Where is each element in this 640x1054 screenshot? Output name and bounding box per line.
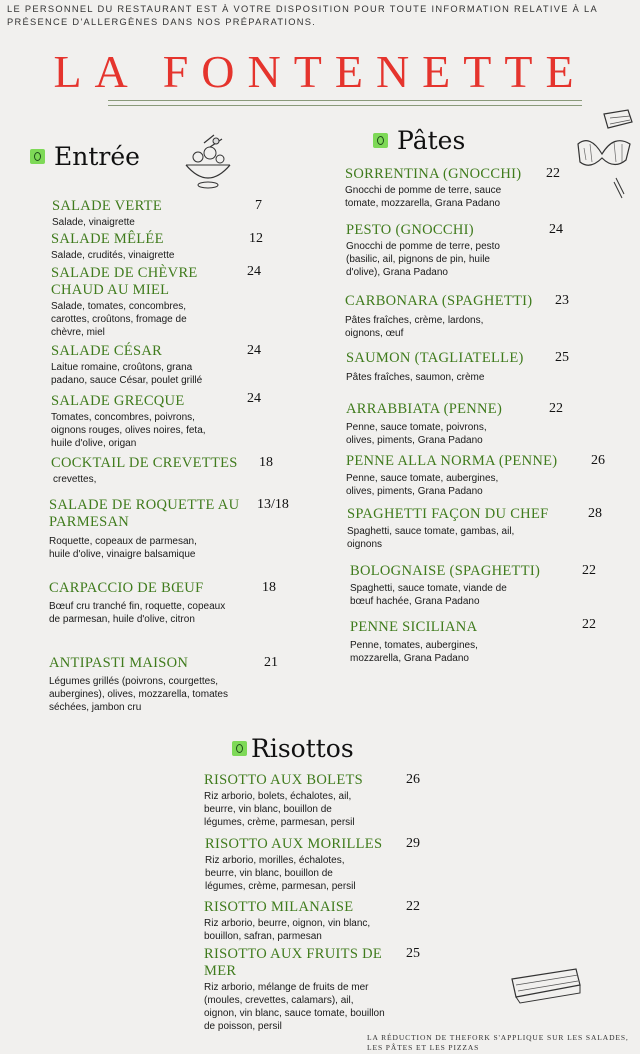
section-header-pates	[373, 126, 465, 155]
title-divider	[108, 100, 582, 106]
lasagna-dish-icon	[508, 965, 584, 1007]
item-name: SALADE DE CHÈVRE CHAUD AU MIEL	[51, 265, 198, 298]
item-price: 12	[249, 231, 263, 246]
item-description: Pâtes fraîches, saumon, crème	[346, 372, 485, 383]
menu-item	[51, 265, 231, 339]
item-description: Salade, crudités, vinaigrette	[51, 250, 175, 261]
item-name: SALADE MÊLÉE	[51, 231, 164, 247]
item-description: Roquette, copeaux de parmesan, huile d'olive, vinaigre balsamique	[49, 536, 197, 560]
item-price: 24	[247, 264, 261, 279]
menu-item	[346, 222, 541, 279]
item-description: Riz arborio, mélange de fruits de mer (moules, crevettes, calamars), ail, oignon, vin blanc, sauce tomate, bouillon de poisson, persil	[204, 982, 385, 1032]
menu-item	[51, 343, 241, 387]
section-title: Entrée	[54, 142, 140, 171]
menu-item	[346, 350, 551, 384]
menu-item	[345, 166, 540, 210]
item-description: Spaghetti, sauce tomate, gambas, ail, oignons	[347, 526, 515, 550]
menu-item	[51, 231, 241, 262]
section-title: Pâtes	[397, 126, 466, 155]
item-description: crevettes,	[53, 474, 97, 485]
item-name: SALADE CÉSAR	[51, 343, 163, 359]
item-price: 28	[588, 506, 602, 521]
item-name: SALADE VERTE	[52, 198, 162, 214]
menu-item	[51, 393, 241, 450]
pasta-sketch-icon	[574, 108, 636, 206]
item-price: 13/18	[257, 497, 289, 512]
item-price: 7	[255, 198, 262, 213]
item-description: Salade, vinaigrette	[52, 217, 135, 228]
item-name: ANTIPASTI MAISON	[49, 655, 189, 671]
leaf-bullet-icon	[373, 133, 388, 148]
item-name: CARPACCIO DE BŒUF	[49, 580, 204, 596]
menu-item	[347, 506, 582, 551]
item-description: Gnocchi de pomme de terre, sauce tomate, mozzarella, Grana Padano	[345, 185, 502, 209]
item-price: 22	[549, 401, 563, 416]
item-description: Gnocchi de pomme de terre, pesto (basilic, ail, pignons de pin, huile d'olive), Grana Padano	[346, 241, 500, 278]
menu-item	[49, 497, 254, 561]
item-price: 18	[262, 580, 276, 595]
menu-item	[49, 580, 254, 626]
item-name: BOLOGNAISE (SPAGHETTI)	[350, 563, 541, 579]
section-header-entree	[30, 142, 140, 171]
thefork-footer-note: LA RÉDUCTION DE THEFORK S'APPLIQUE SUR LES SALADES, LES PÂTES ET LES PIZZAS	[367, 1033, 629, 1052]
menu-item	[350, 619, 575, 665]
allergen-notice: LE PERSONNEL DU RESTAURANT EST À VOTRE DISPOSITION POUR TOUTE INFORMATION RELATIVE À LA PRÉSENCE D'ALLERGÈNES DANS NOS PRÉPARATIONS.	[7, 4, 598, 27]
item-price: 22	[406, 899, 420, 914]
item-name: PESTO (GNOCCHI)	[346, 222, 474, 238]
item-description: Tomates, concombres, poivrons, oignons rouges, olives noires, feta, huile d'olive, origan	[51, 412, 206, 449]
item-description: Laitue romaine, croûtons, grana padano, sauce César, poulet grillé	[51, 362, 203, 386]
menu-item	[346, 453, 586, 498]
item-name: RISOTTO AUX FRUITS DE MER	[204, 946, 383, 979]
item-price: 26	[591, 453, 605, 468]
menu-item	[204, 772, 399, 829]
item-price: 26	[406, 772, 420, 787]
item-name: CARBONARA (SPAGHETTI)	[345, 293, 533, 309]
item-price: 22	[582, 617, 596, 632]
item-price: 18	[259, 455, 273, 470]
item-name: SPAGHETTI FAÇON DU CHEF	[347, 506, 549, 522]
leaf-bullet-icon	[30, 149, 45, 164]
item-name: RISOTTO MILANAISE	[204, 899, 354, 915]
item-description: Penne, sauce tomate, aubergines, olives, piments, Grana Padano	[346, 473, 499, 497]
leaf-bullet-icon	[232, 741, 247, 756]
menu-item	[346, 401, 541, 447]
item-description: Pâtes fraîches, crème, lardons, oignons, œuf	[345, 315, 484, 339]
item-description: Penne, tomates, aubergines, mozzarella, Grana Padano	[350, 640, 478, 664]
item-price: 25	[555, 350, 569, 365]
section-title: Risottos	[251, 734, 354, 763]
menu-item	[51, 455, 256, 486]
item-name: SALADE DE ROQUETTE AU PARMESAN	[49, 497, 240, 530]
menu-item	[350, 563, 575, 608]
menu-item	[204, 946, 399, 1033]
menu-item	[205, 836, 405, 893]
item-name: RISOTTO AUX BOLETS	[204, 772, 364, 788]
item-price: 24	[247, 343, 261, 358]
item-description: Salade, tomates, concombres, carottes, croûtons, fromage de chèvre, miel	[51, 301, 187, 338]
item-description: Riz arborio, bolets, échalotes, ail, beurre, vin blanc, bouillon de légumes, crème, parmesan, persil	[204, 791, 355, 828]
item-description: Bœuf cru tranché fin, roquette, copeaux de parmesan, huile d'olive, citron	[49, 601, 226, 625]
item-name: SAUMON (TAGLIATELLE)	[346, 350, 524, 366]
item-name: SORRENTINA (GNOCCHI)	[345, 166, 522, 182]
item-name: PENNE SICILIANA	[350, 619, 478, 635]
item-description: Riz arborio, morilles, échalotes, beurre, vin blanc, bouillon de légumes, crème, parmesan, persil	[205, 855, 356, 892]
item-name: ARRABBIATA (PENNE)	[346, 401, 503, 417]
item-price: 21	[264, 655, 278, 670]
salad-bowl-icon	[180, 133, 236, 191]
item-description: Penne, sauce tomate, poivrons, olives, piments, Grana Padano	[346, 422, 487, 446]
restaurant-title: LA FONTENETTE	[53, 46, 587, 97]
item-description: Riz arborio, beurre, oignon, vin blanc, bouillon, safran, parmesan	[204, 918, 371, 942]
item-price: 24	[247, 391, 261, 406]
menu-item	[204, 899, 399, 943]
item-name: PENNE ALLA NORMA (PENNE)	[346, 453, 558, 469]
item-name: COCKTAIL DE CREVETTES	[51, 455, 238, 471]
item-name: RISOTTO AUX MORILLES	[205, 836, 383, 852]
item-price: 24	[549, 222, 563, 237]
item-price: 23	[555, 293, 569, 308]
item-name: SALADE GRECQUE	[51, 393, 185, 409]
item-price: 29	[406, 836, 420, 851]
item-description: Spaghetti, sauce tomate, viande de bœuf hachée, Grana Padano	[350, 583, 507, 607]
section-header-risottos	[232, 734, 354, 763]
item-description: Légumes grillés (poivrons, courgettes, aubergines), olives, mozzarella, tomates séchées, jambon cru	[49, 676, 228, 713]
menu-item	[345, 293, 550, 340]
item-price: 22	[582, 563, 596, 578]
menu-item	[49, 655, 254, 714]
item-price: 22	[546, 166, 560, 181]
menu-item	[52, 198, 247, 229]
item-price: 25	[406, 946, 420, 961]
